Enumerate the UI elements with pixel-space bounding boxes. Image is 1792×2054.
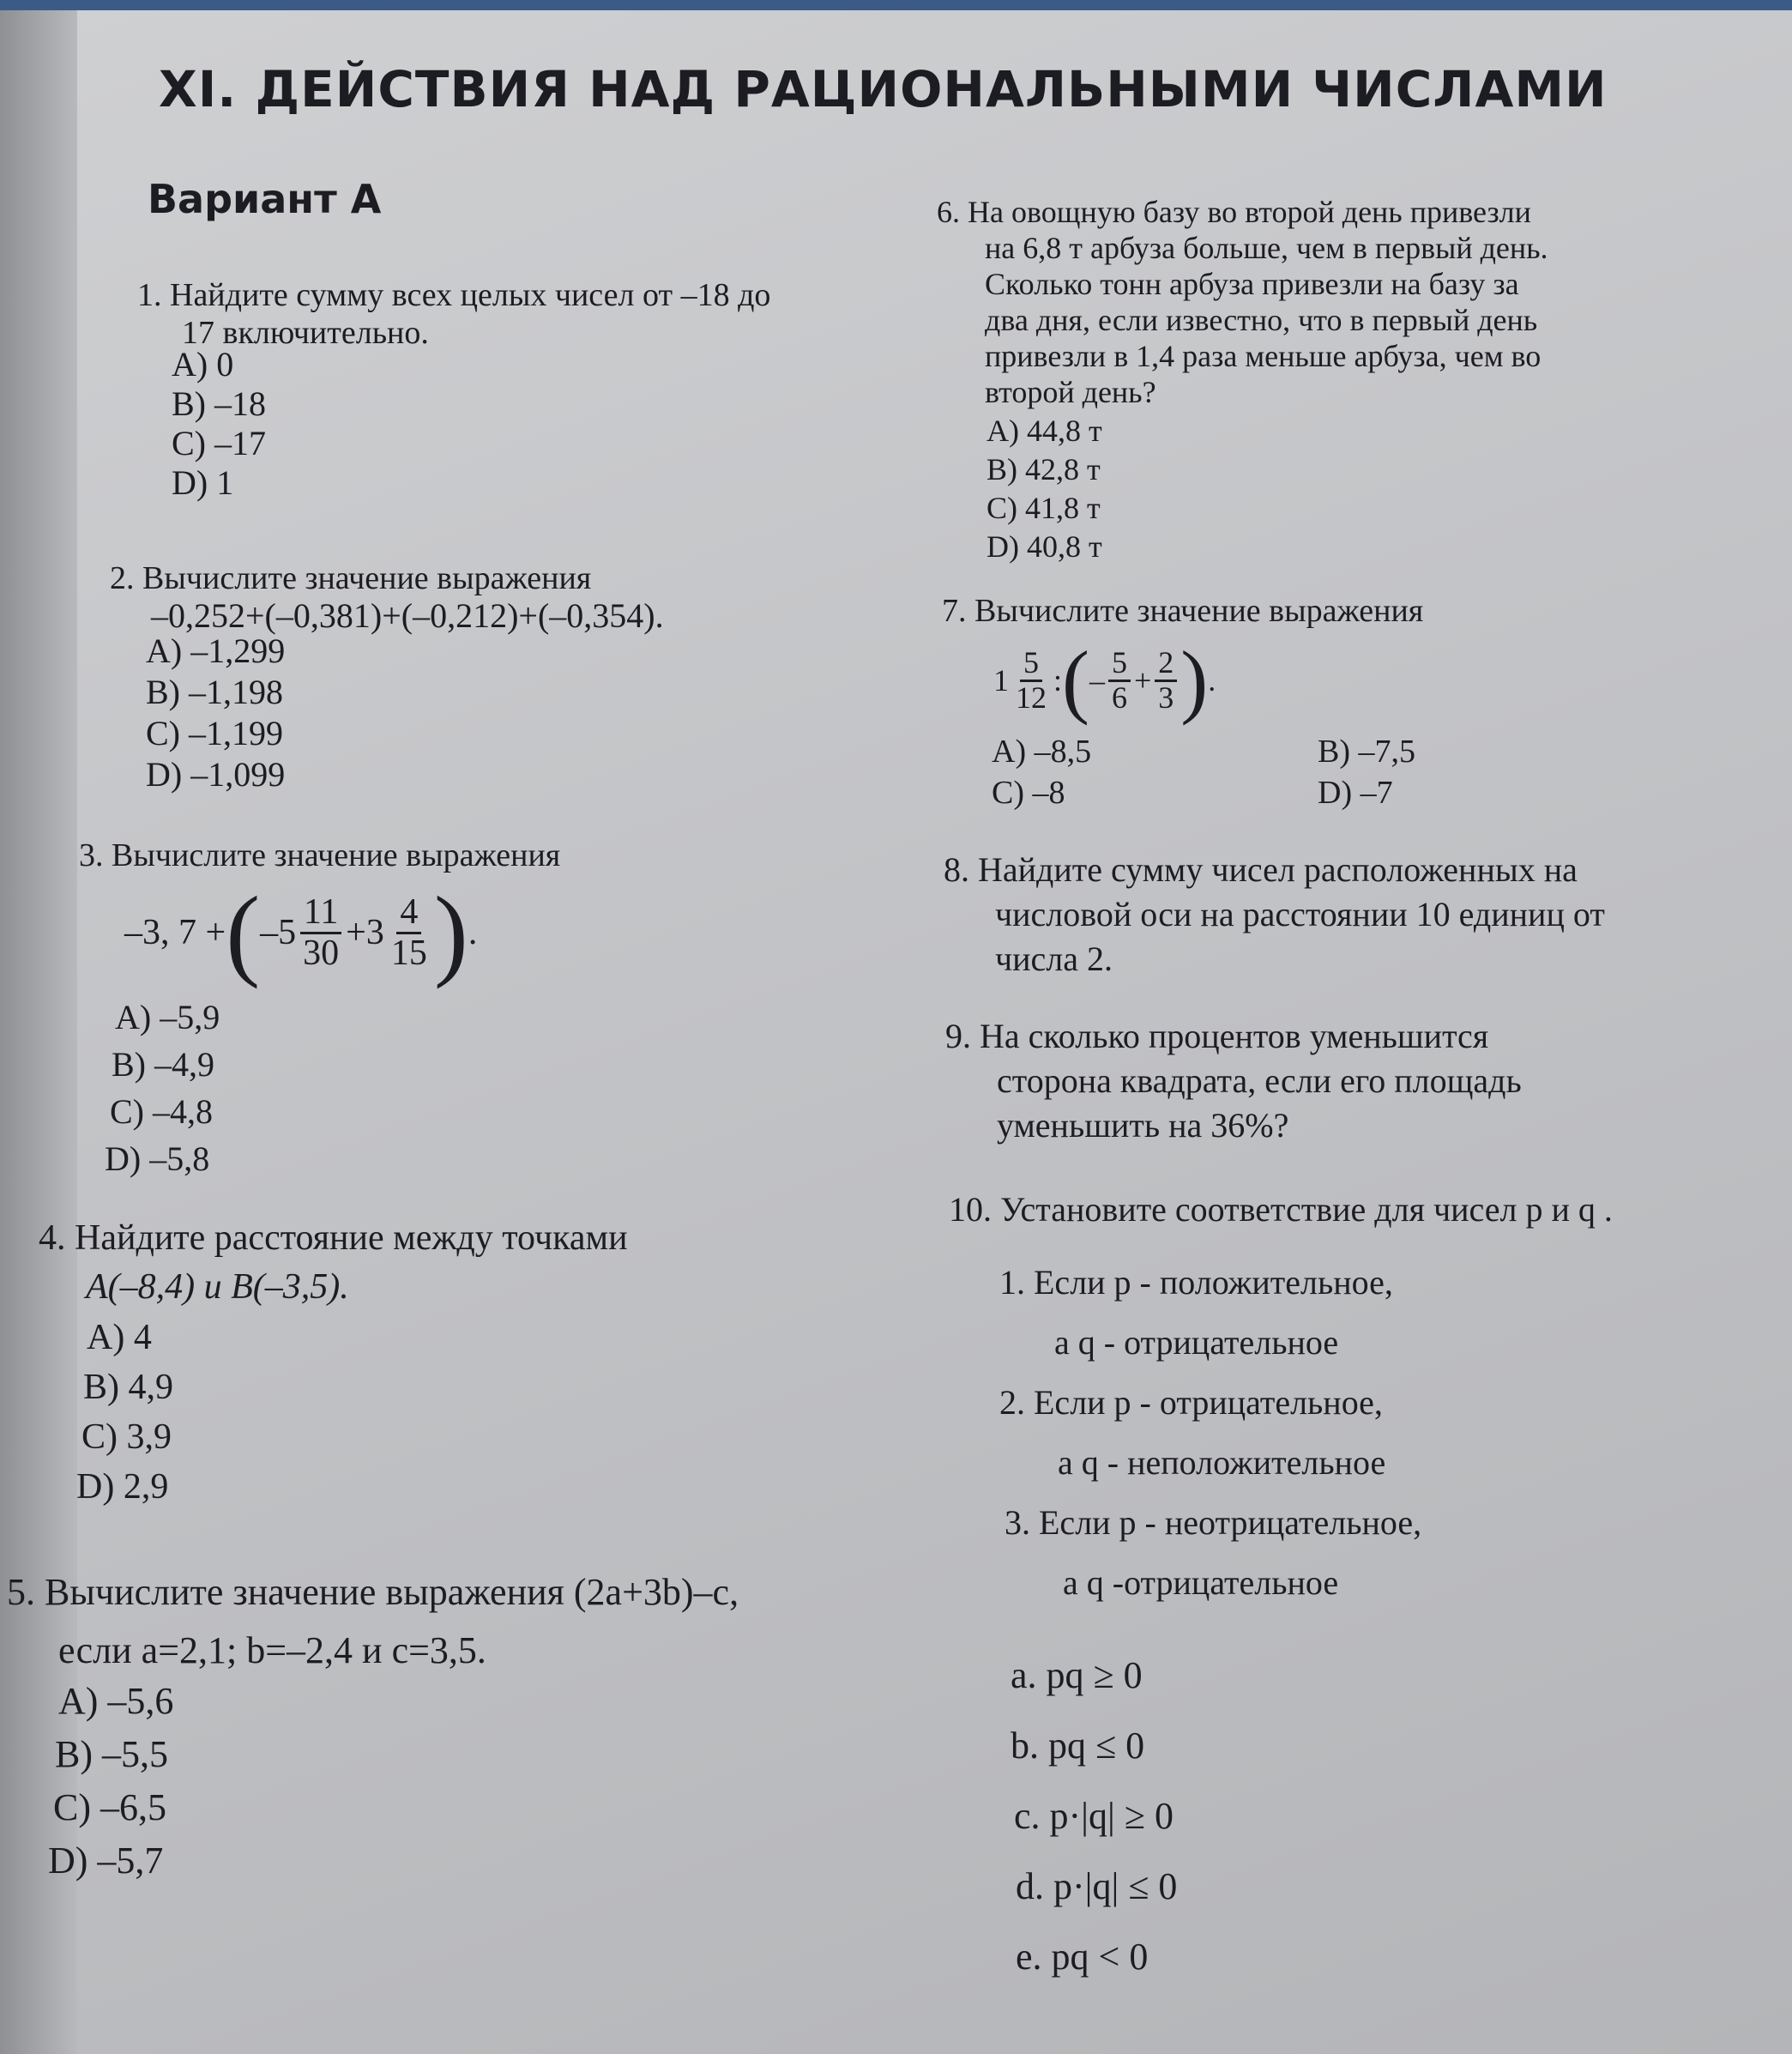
question-9-text: сторона квадрата, если его площадь — [997, 1061, 1522, 1100]
question-5 — [7, 1563, 739, 1680]
question-3-text: 3. Вычислите значение выражения — [79, 837, 561, 873]
option-c: C) –4,8 — [110, 1092, 213, 1131]
option-d: D) 40,8 т — [987, 529, 1102, 564]
mixed-whole: 3 — [365, 913, 384, 952]
option-a: A) 0 — [172, 345, 234, 384]
answer-e: e. pq < 0 — [1016, 1936, 1149, 1978]
answer-a: a. pq ≥ 0 — [1011, 1654, 1143, 1696]
option-c: C) –17 — [172, 424, 266, 462]
option-c: C) –8 — [992, 775, 1065, 811]
question-6-text: два дня, если известно, что в первый день — [985, 303, 1538, 337]
minus-sign: – — [1089, 663, 1105, 698]
option-a: A) –1,299 — [146, 631, 286, 670]
option-c: C) 41,8 т — [987, 491, 1101, 525]
question-5-conditions: если a=2,1; b=–2,4 и c=3,5. — [58, 1629, 486, 1671]
answer-b: b. pq ≤ 0 — [1011, 1725, 1145, 1767]
denominator: 30 — [303, 933, 340, 973]
question-6-text: второй день? — [985, 375, 1156, 409]
page-title: XI. ДЕЙСТВИЯ НАД РАЦИОНАЛЬНЫМИ ЧИСЛАМИ — [159, 60, 1608, 118]
question-6 — [937, 194, 1548, 410]
expr-tail: . — [468, 913, 478, 952]
question-4-options — [76, 1313, 173, 1512]
question-8-text: 8. Найдите сумму чисел расположенных на — [944, 850, 1578, 889]
numerator: 2 — [1155, 647, 1177, 682]
condition-1: 1. Если p - положительное, — [999, 1263, 1393, 1302]
question-6-options — [987, 412, 1102, 566]
option-d: D) –1,099 — [146, 755, 286, 794]
numerator: 11 — [300, 893, 341, 933]
question-2-options — [146, 631, 285, 795]
question-6-text: 6. На овощную базу во второй день привезли — [937, 195, 1531, 229]
right-paren: ) — [1180, 634, 1209, 726]
denominator: 6 — [1111, 680, 1127, 715]
numerator: 5 — [1020, 647, 1042, 682]
mixed-whole: 1 — [993, 663, 1009, 698]
left-paren: ( — [226, 875, 261, 989]
fraction — [1155, 644, 1177, 715]
option-a: A) –5,6 — [58, 1680, 174, 1722]
option-c: C) –6,5 — [53, 1786, 166, 1828]
option-d: D) –5,8 — [105, 1139, 210, 1178]
numerator: 5 — [1108, 647, 1131, 682]
variant-heading: Вариант А — [148, 176, 382, 222]
fraction — [1108, 644, 1131, 715]
question-5-options — [48, 1675, 174, 1888]
question-3-options — [105, 994, 220, 1182]
question-2 — [110, 559, 664, 635]
option-b: B) 42,8 т — [987, 452, 1101, 486]
question-5-text: 5. Вычислите значение выражения (2a+3b)–c, — [7, 1571, 739, 1613]
question-10-answers — [1011, 1640, 1177, 1992]
option-b: B) 4,9 — [83, 1368, 173, 1407]
answer-c: c. p·|q| ≥ 0 — [1014, 1795, 1174, 1837]
expr-lead: –3, 7 + — [124, 913, 226, 952]
right-paren: ) — [433, 875, 468, 989]
question-7-expression — [993, 633, 1216, 728]
question-1-text: 1. Найдите сумму всех целых чисел от –18 до — [137, 277, 771, 313]
fraction — [299, 893, 342, 971]
denominator: 15 — [390, 933, 427, 973]
condition-3: 3. Если p - неотрицательное, — [1005, 1503, 1422, 1542]
division-sign: : — [1053, 663, 1063, 698]
question-2-text: 2. Вычислите значение выражения — [110, 560, 592, 596]
question-10-text: 10. Установите соответствие для чисел p и q . — [949, 1190, 1613, 1229]
fraction — [1012, 644, 1050, 715]
question-4-text: 4. Найдите расстояние между точками — [39, 1218, 628, 1258]
option-a: A) –5,9 — [115, 998, 220, 1036]
question-4-points: A(–8,4) и B(–3,5). — [86, 1267, 349, 1307]
option-a: A) 4 — [87, 1318, 152, 1357]
condition-1-detail: а q - отрицательное — [1054, 1323, 1339, 1362]
option-b: B) –18 — [172, 384, 266, 423]
numerator: 4 — [396, 893, 421, 933]
option-d: D) –7 — [1318, 775, 1393, 811]
question-1 — [137, 276, 770, 352]
option-d: D) 1 — [172, 463, 234, 502]
mixed-whole: –5 — [260, 913, 297, 952]
question-9-text: уменьшить на 36%? — [997, 1106, 1289, 1145]
question-6-text: Сколько тонн арбуза привезли на базу за — [985, 267, 1519, 301]
answer-d: d. p·|q| ≤ 0 — [1016, 1865, 1178, 1907]
option-b: B) –7,5 — [1318, 734, 1415, 770]
option-b: B) –4,9 — [112, 1045, 214, 1084]
option-c: C) 3,9 — [81, 1417, 172, 1457]
denominator: 12 — [1016, 680, 1047, 715]
question-10-conditions — [999, 1253, 1421, 1613]
option-a: A) 44,8 т — [987, 414, 1102, 448]
question-2-expression: –0,252+(–0,381)+(–0,212)+(–0,354). — [151, 596, 664, 635]
option-b: B) –1,198 — [146, 673, 283, 711]
question-8-text: числовой оси на расстоянии 10 единиц от — [995, 895, 1605, 933]
option-a: A) –8,5 — [992, 734, 1092, 770]
option-d: D) –5,7 — [48, 1840, 164, 1882]
expr-tail: . — [1208, 663, 1216, 698]
condition-3-detail: а q -отрицательное — [1063, 1563, 1339, 1602]
question-3-expression — [124, 877, 477, 988]
denominator: 3 — [1158, 680, 1174, 715]
left-paren: ( — [1062, 634, 1089, 726]
condition-2-detail: а q - неположительное — [1058, 1443, 1386, 1482]
option-d: D) 2,9 — [76, 1467, 169, 1507]
plus-sign: + — [346, 913, 366, 952]
question-6-text: привезли в 1,4 раза меньше арбуза, чем во — [985, 339, 1542, 373]
question-1-text: 17 включительно. — [182, 315, 429, 351]
question-9-text: 9. На сколько процентов уменьшится — [945, 1017, 1489, 1055]
question-9 — [945, 1014, 1522, 1148]
question-6-text: на 6,8 т арбуза больше, чем в первый день. — [985, 231, 1548, 265]
question-4 — [39, 1217, 628, 1314]
cover-edge — [0, 0, 1792, 10]
fraction — [388, 893, 431, 971]
question-7-text: 7. Вычислите значение выражения — [942, 593, 1424, 629]
question-1-options — [172, 345, 266, 503]
question-8 — [944, 848, 1605, 982]
plus-sign: + — [1133, 663, 1152, 698]
condition-2: 2. Если p - отрицательное, — [999, 1383, 1383, 1422]
question-7-options — [992, 731, 1575, 813]
option-b: B) –5,5 — [55, 1733, 168, 1775]
option-c: C) –1,199 — [146, 714, 283, 752]
question-8-text: числа 2. — [995, 939, 1113, 978]
